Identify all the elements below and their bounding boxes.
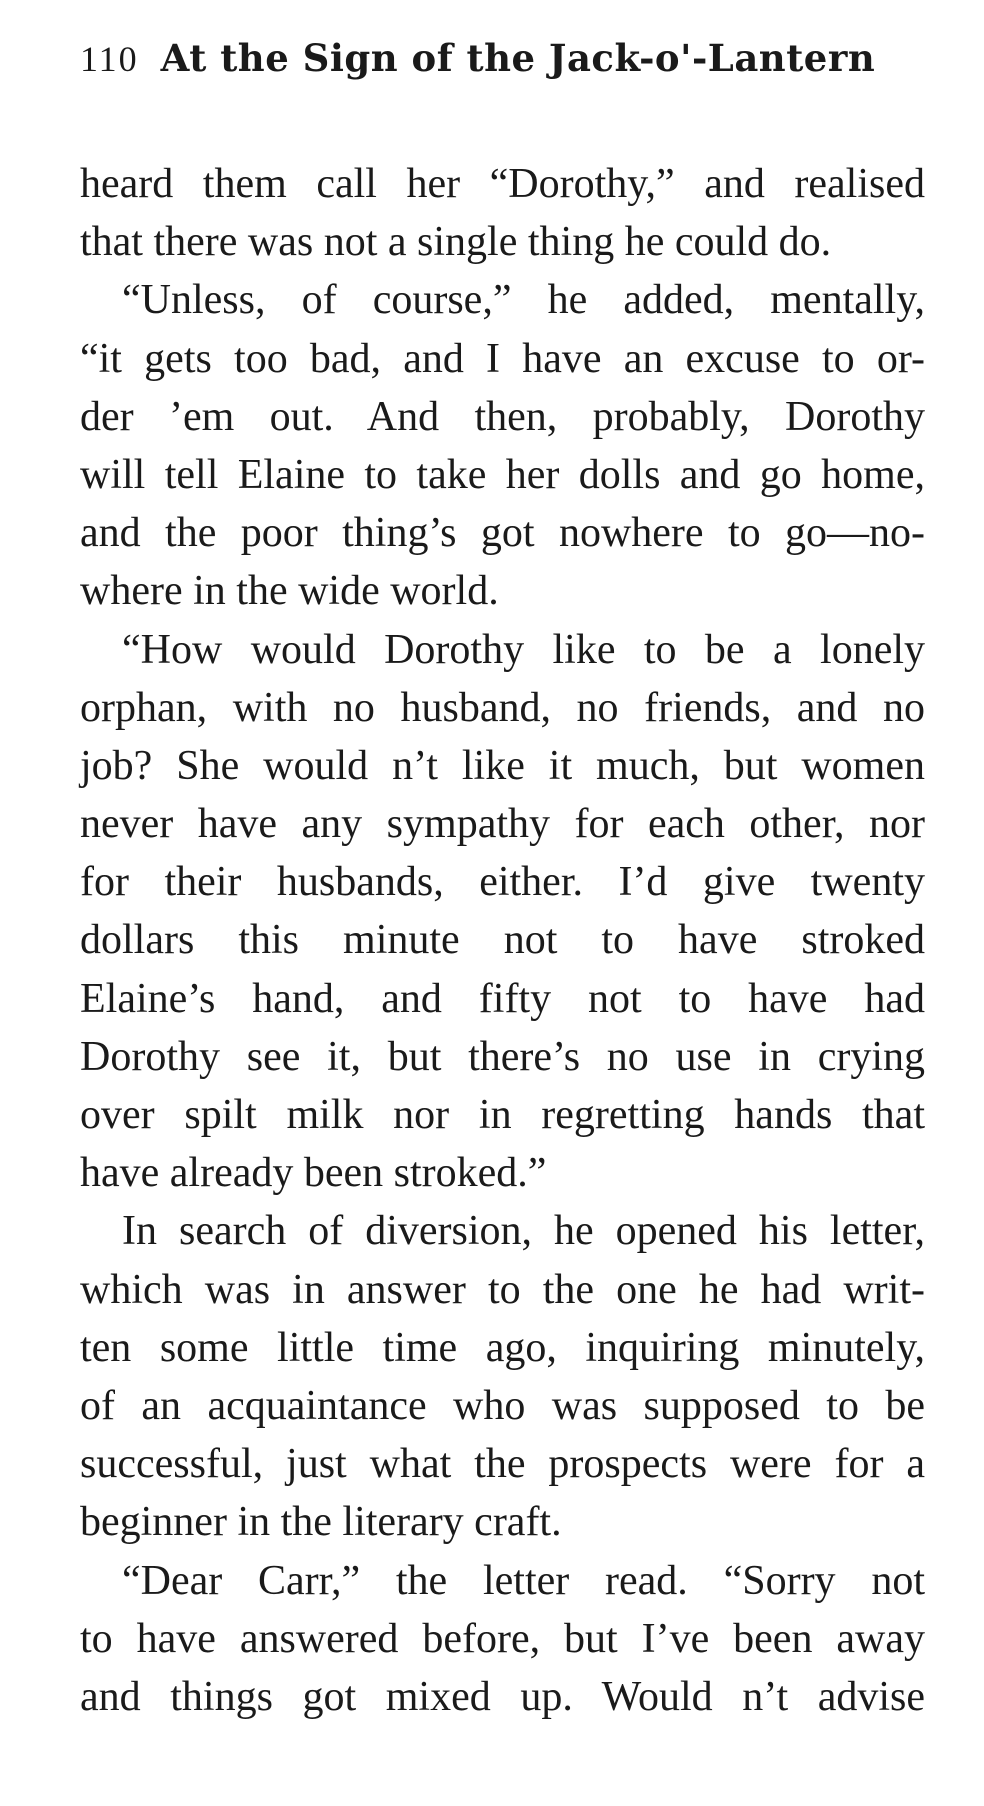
text-line: will tell Elaine to take her dolls and go home, xyxy=(80,451,925,498)
text-line: job? She would n’t like it much, but women xyxy=(80,742,925,789)
text-line: In search of diversion, he opened his letter, xyxy=(122,1208,925,1255)
running-head: At the Sign of the Jack-o'-Lantern xyxy=(160,36,876,80)
text-line: where in the wide world. xyxy=(80,568,499,615)
text-line: have already been stroked.” xyxy=(80,1150,547,1197)
text-line: which was in answer to the one he had writ- xyxy=(80,1266,925,1313)
text-line: over spilt milk nor in regretting hands that xyxy=(80,1092,925,1138)
text-line: “Dear Carr,” the letter read. “Sorry not xyxy=(122,1557,925,1604)
text-line: dollars this minute not to have stroked xyxy=(80,917,925,964)
text-line: orphan, with no husband, no friends, and no xyxy=(80,684,925,731)
text-line: der ’em out. And then, probably, Dorothy xyxy=(80,393,925,440)
page-number: 110 xyxy=(80,39,139,79)
text-line: heard them call her “Dorothy,” and realised xyxy=(80,161,925,207)
text-line: Dorothy see it, but there’s no use in crying xyxy=(80,1033,925,1080)
text-line: “it gets too bad, and I have an excuse to or- xyxy=(80,335,925,382)
body-text xyxy=(80,155,925,1726)
text-line: Elaine’s hand, and fifty not to have had xyxy=(80,975,925,1022)
text-line: successful, just what the prospects were for a xyxy=(80,1441,925,1488)
text-line: that there was not a single thing he could do. xyxy=(80,219,832,266)
text-line: for their husbands, either. I’d give twenty xyxy=(80,859,925,906)
text-line: and things got mixed up. Would n’t advise xyxy=(80,1673,925,1720)
text-line: beginner in the literary craft. xyxy=(80,1499,562,1546)
text-line: ten some little time ago, inquiring minutely, xyxy=(80,1324,925,1371)
text-line: “Unless, of course,” he added, mentally, xyxy=(122,277,925,324)
text-line: of an acquaintance who was supposed to be xyxy=(80,1382,925,1429)
text-line: and the poor thing’s got nowhere to go—no- xyxy=(80,510,925,557)
text-line: never have any sympathy for each other, nor xyxy=(80,801,925,848)
page-header xyxy=(80,36,920,96)
text-line: to have answered before, but I’ve been away xyxy=(80,1615,925,1662)
text-line: “How would Dorothy like to be a lonely xyxy=(122,626,925,673)
